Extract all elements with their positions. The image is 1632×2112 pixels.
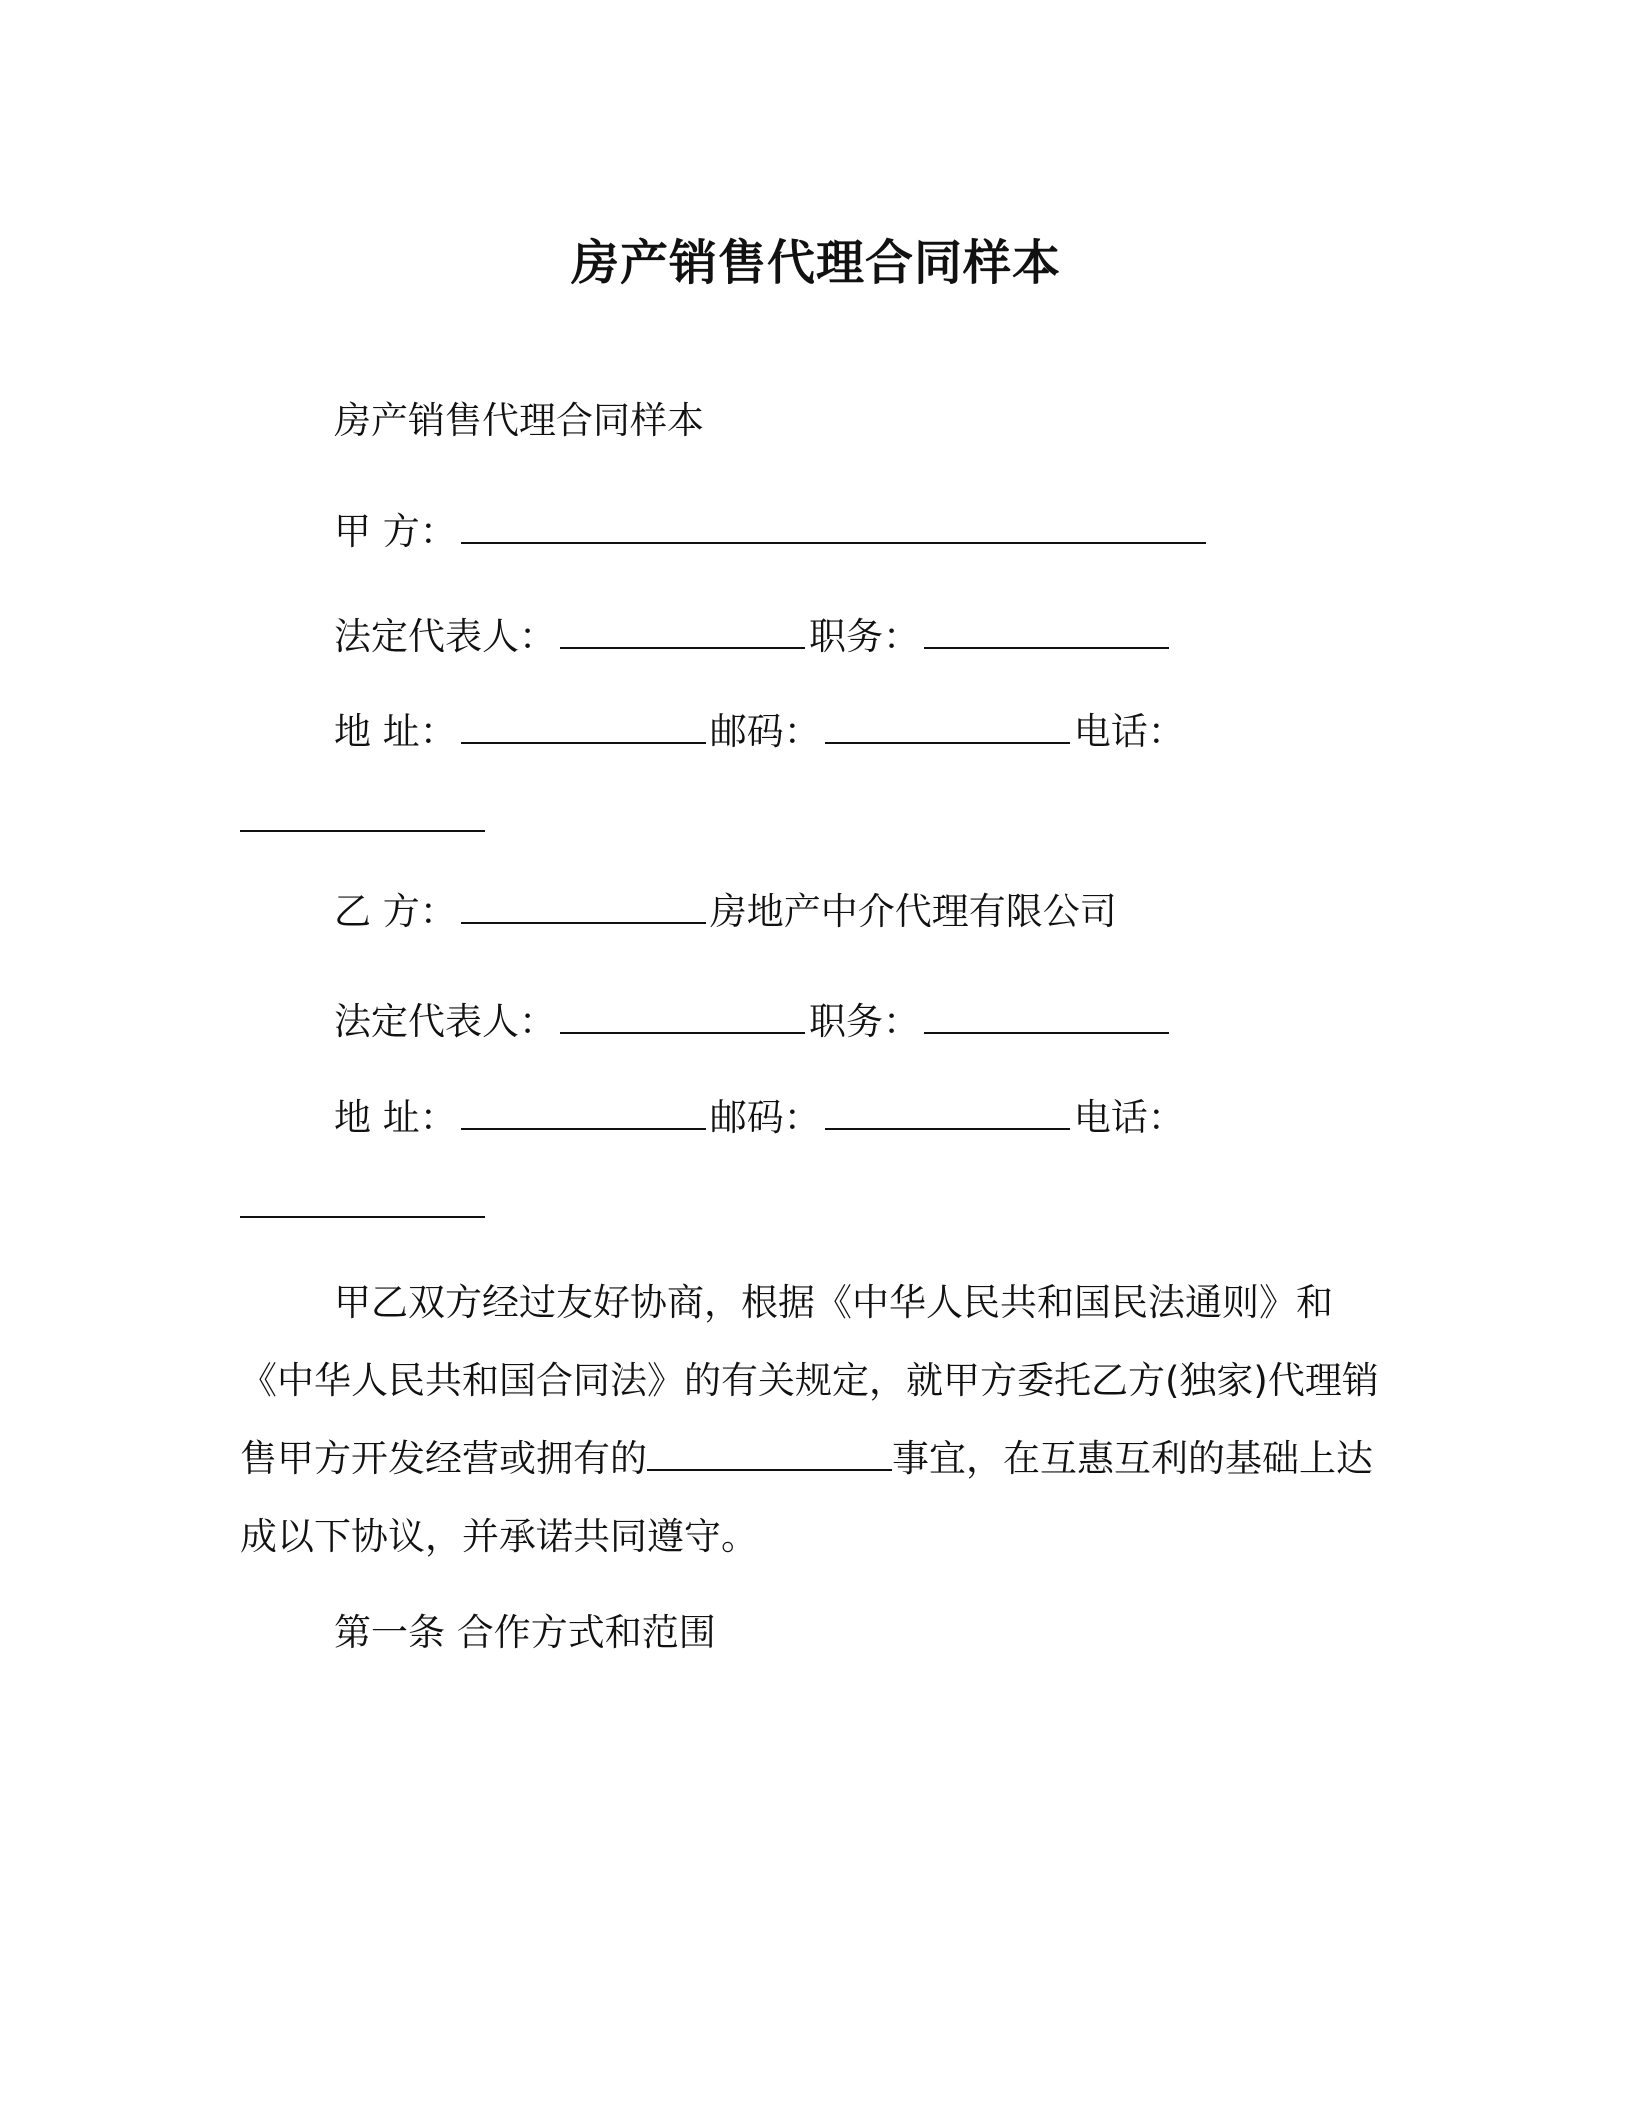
party-b-phone-label: 电话： xyxy=(1073,1096,1185,1139)
intro-paragraph xyxy=(240,1264,1400,1576)
party-b-rep-label: 法定代表人： xyxy=(334,1000,556,1043)
intro-line-3 xyxy=(240,1420,1400,1498)
intro-line-1: 甲乙双方经过友好协商，根据《中华人民共和国民法通则》和 xyxy=(334,1281,1333,1324)
party-b-address-blank xyxy=(461,1098,706,1130)
party-a-rep-line xyxy=(334,615,1173,658)
party-a-postcode-label: 邮码： xyxy=(709,710,821,753)
party-b-phone-line xyxy=(240,1186,489,1224)
party-a-address-blank xyxy=(461,712,706,744)
party-b-position-label: 职务： xyxy=(809,1000,920,1043)
intro-line-2: 《中华人民共和国合同法》的有关规定，就甲方委托乙方(独家)代理销 xyxy=(240,1359,1379,1402)
party-a-line xyxy=(334,510,1210,553)
party-b-company-suffix: 房地产中介代理有限公司 xyxy=(709,890,1117,933)
party-a-position-label: 职务： xyxy=(809,615,920,658)
intro-matter-blank xyxy=(647,1439,892,1471)
party-a-address-label: 地 址： xyxy=(334,710,457,753)
party-a-phone-blank xyxy=(240,800,485,832)
party-b-line xyxy=(334,890,1117,933)
party-b-postcode-label: 邮码： xyxy=(709,1096,821,1139)
party-a-phone-label: 电话： xyxy=(1073,710,1185,753)
party-b-address-line xyxy=(334,1096,1185,1139)
intro-line-3-before: 售甲方开发经营或拥有的 xyxy=(240,1437,647,1480)
party-b-address-label: 地 址： xyxy=(334,1096,457,1139)
party-b-label: 乙 方： xyxy=(334,890,457,933)
intro-line-4: 成以下协议，并承诺共同遵守。 xyxy=(240,1515,758,1558)
party-b-position-blank xyxy=(924,1002,1169,1034)
party-b-rep-blank xyxy=(560,1002,805,1034)
party-a-rep-label: 法定代表人： xyxy=(334,615,556,658)
article-1-heading: 第一条 合作方式和范围 xyxy=(334,1611,716,1654)
party-a-position-blank xyxy=(924,617,1169,649)
party-a-phone-line xyxy=(240,800,489,838)
intro-line-3-after: 事宜，在互惠互利的基础上达 xyxy=(892,1437,1373,1480)
party-a-postcode-blank xyxy=(825,712,1070,744)
party-a-label: 甲 方： xyxy=(334,510,457,553)
document-title: 房产销售代理合同样本 xyxy=(570,235,1061,291)
party-a-blank xyxy=(461,512,1206,544)
party-a-address-line xyxy=(334,710,1185,753)
document-subtitle: 房产销售代理合同样本 xyxy=(334,399,704,442)
party-b-phone-blank xyxy=(240,1186,485,1218)
party-b-postcode-blank xyxy=(825,1098,1070,1130)
party-b-blank xyxy=(461,892,706,924)
party-b-rep-line xyxy=(334,1000,1173,1043)
party-a-rep-blank xyxy=(560,617,805,649)
